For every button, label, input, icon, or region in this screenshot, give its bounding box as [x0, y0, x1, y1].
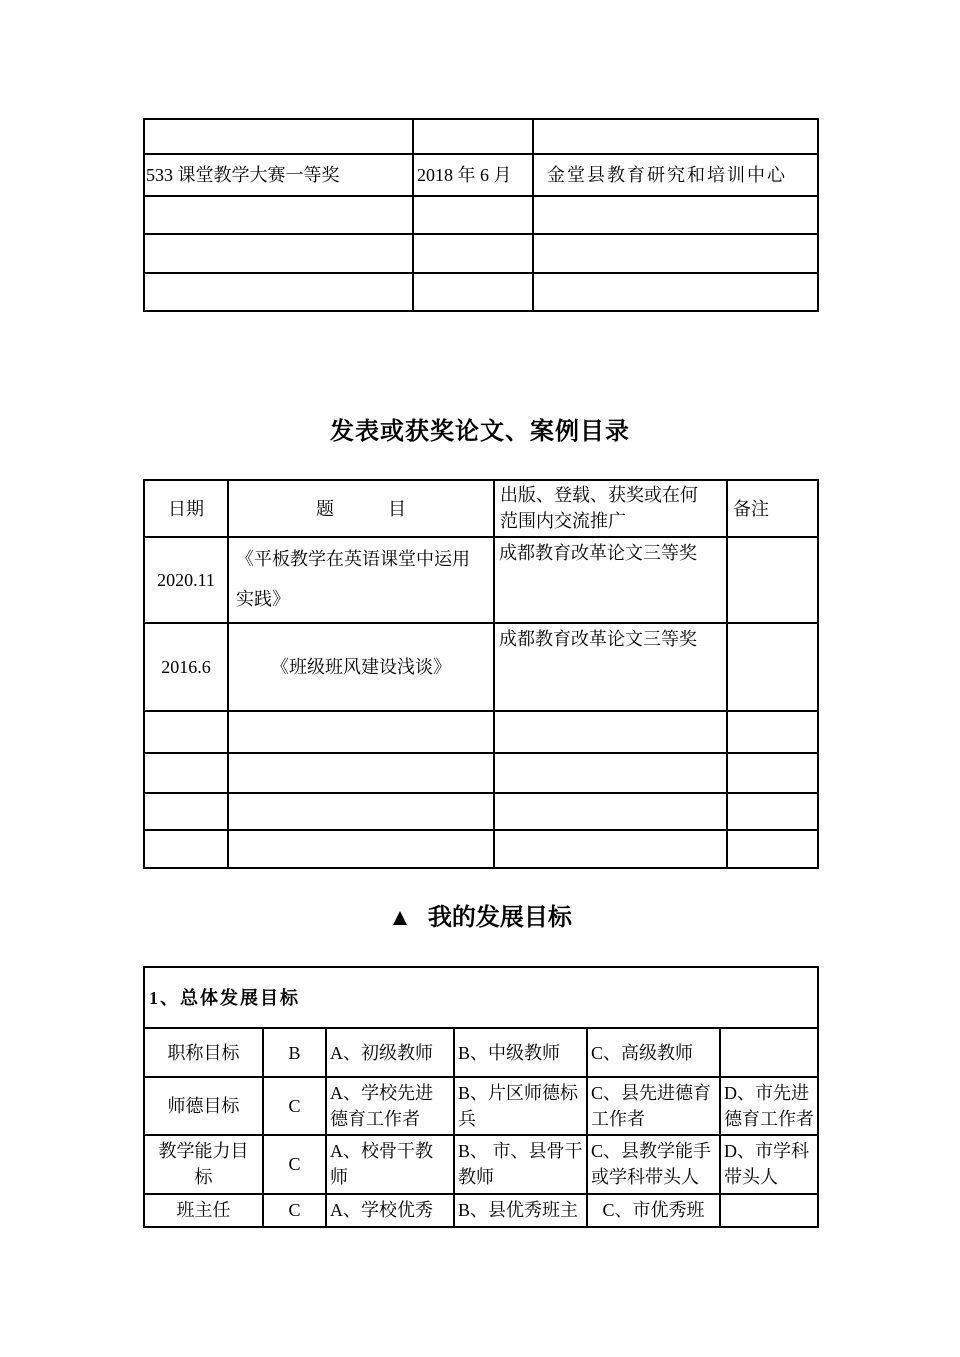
goal-category-cell: 师德目标 [144, 1077, 263, 1135]
award-org-cell [533, 119, 818, 154]
goal-option-c-cell: C、县先进德育工作者 [587, 1077, 720, 1135]
award-org-cell [533, 273, 818, 311]
award-name-cell [144, 234, 413, 273]
papers-table-row [144, 830, 818, 868]
goal-option-a-cell: A、学校先进德育工作者 [326, 1077, 454, 1135]
awards-table [143, 118, 819, 312]
papers-table-row [144, 753, 818, 793]
goals-table [143, 966, 819, 1227]
awards-table-row [144, 273, 818, 311]
goal-category-cell: 班主任 [144, 1194, 263, 1227]
award-name-cell [144, 196, 413, 234]
papers-header-row [144, 480, 818, 536]
goal-level-cell: C [263, 1135, 326, 1193]
goals-table-caption: 1、总体发展目标 [144, 967, 818, 1028]
papers-header-note: 备注 [727, 480, 818, 536]
goal-level-cell: C [263, 1194, 326, 1227]
paper-note-cell [727, 711, 818, 753]
goal-option-d-cell: D、市学科带头人 [720, 1135, 818, 1193]
paper-note-cell [727, 830, 818, 868]
paper-note-cell [727, 623, 818, 711]
papers-table [143, 479, 819, 868]
award-date-cell [413, 234, 533, 273]
goal-option-d-cell [720, 1194, 818, 1227]
goal-category-cell: 教学能力目标 [144, 1135, 263, 1193]
paper-title-cell: 《班级班风建设浅谈》 [228, 623, 494, 711]
paper-date-cell [144, 793, 228, 830]
goal-level-cell: B [263, 1028, 326, 1077]
goals-section-title [143, 902, 817, 934]
award-name-cell: 533 课堂教学大赛一等奖 [144, 154, 413, 196]
goal-option-c-cell: C、市优秀班 [587, 1194, 720, 1227]
goal-option-a-cell: A、校骨干教师 [326, 1135, 454, 1193]
awards-table-row [144, 196, 818, 234]
paper-scope-cell: 成都教育改革论文三等奖 [494, 537, 727, 623]
papers-section-title: 发表或获奖论文、案例目录 [330, 419, 630, 445]
award-name-cell [144, 273, 413, 311]
papers-table-row [144, 537, 818, 623]
award-date-cell [413, 196, 533, 234]
paper-date-cell [144, 711, 228, 753]
awards-table-row [144, 119, 818, 154]
papers-table-row [144, 793, 818, 830]
goals-caption-row [144, 967, 818, 1028]
paper-scope-cell [494, 830, 727, 868]
goals-section-title-text: 我的发展目标 [427, 904, 572, 931]
awards-table-row [144, 234, 818, 273]
paper-title-cell [228, 793, 494, 830]
paper-scope-cell [494, 753, 727, 793]
goal-option-b-cell: B、县优秀班主 [454, 1194, 587, 1227]
goal-option-c-cell: C、县教学能手或学科带头人 [587, 1135, 720, 1193]
award-org-cell: 金堂县教育研究和培训中心 [533, 154, 818, 196]
page-content [143, 0, 817, 1228]
award-date-cell [413, 273, 533, 311]
paper-note-cell [727, 537, 818, 623]
award-org-cell [533, 234, 818, 273]
paper-note-cell [727, 793, 818, 830]
paper-note-cell [727, 753, 818, 793]
goal-option-b-cell: B、中级教师 [454, 1028, 587, 1077]
paper-title-cell [228, 830, 494, 868]
award-date-cell: 2018 年 6 月 [413, 154, 533, 196]
goal-category-cell: 职称目标 [144, 1028, 263, 1077]
paper-date-cell [144, 753, 228, 793]
paper-date-cell [144, 830, 228, 868]
goal-option-a-cell: A、学校优秀 [326, 1194, 454, 1227]
paper-date-cell: 2016.6 [144, 623, 228, 711]
goal-option-d-cell [720, 1028, 818, 1077]
goal-option-a-cell: A、初级教师 [326, 1028, 454, 1077]
goal-option-b-cell: B、 市、县骨干教师 [454, 1135, 587, 1193]
goal-option-b-cell: B、片区师德标兵 [454, 1077, 587, 1135]
goals-table-row [144, 1028, 818, 1077]
paper-scope-cell [494, 711, 727, 753]
papers-table-row [144, 711, 818, 753]
goals-table-row [144, 1135, 818, 1193]
award-name-cell [144, 119, 413, 154]
paper-title-cell [228, 711, 494, 753]
triangle-icon: ▲ [388, 904, 412, 931]
papers-header-title: 题 目 [228, 480, 494, 536]
goal-level-cell: C [263, 1077, 326, 1135]
papers-table-row [144, 623, 818, 711]
goals-table-row [144, 1077, 818, 1135]
goal-option-d-cell: D、市先进德育工作者 [720, 1077, 818, 1135]
goals-table-row [144, 1194, 818, 1227]
award-date-cell [413, 119, 533, 154]
papers-header-date: 日期 [144, 480, 228, 536]
paper-date-cell: 2020.11 [144, 537, 228, 623]
award-org-cell [533, 196, 818, 234]
paper-title-cell: 《平板教学在英语课堂中运用实践》 [228, 537, 494, 623]
paper-title-cell [228, 753, 494, 793]
paper-scope-cell: 成都教育改革论文三等奖 [494, 623, 727, 711]
awards-table-row [144, 154, 818, 196]
papers-header-scope: 出版、登载、获奖或在何范围内交流推广 [494, 480, 727, 536]
paper-scope-cell [494, 793, 727, 830]
goal-option-c-cell: C、高级教师 [587, 1028, 720, 1077]
